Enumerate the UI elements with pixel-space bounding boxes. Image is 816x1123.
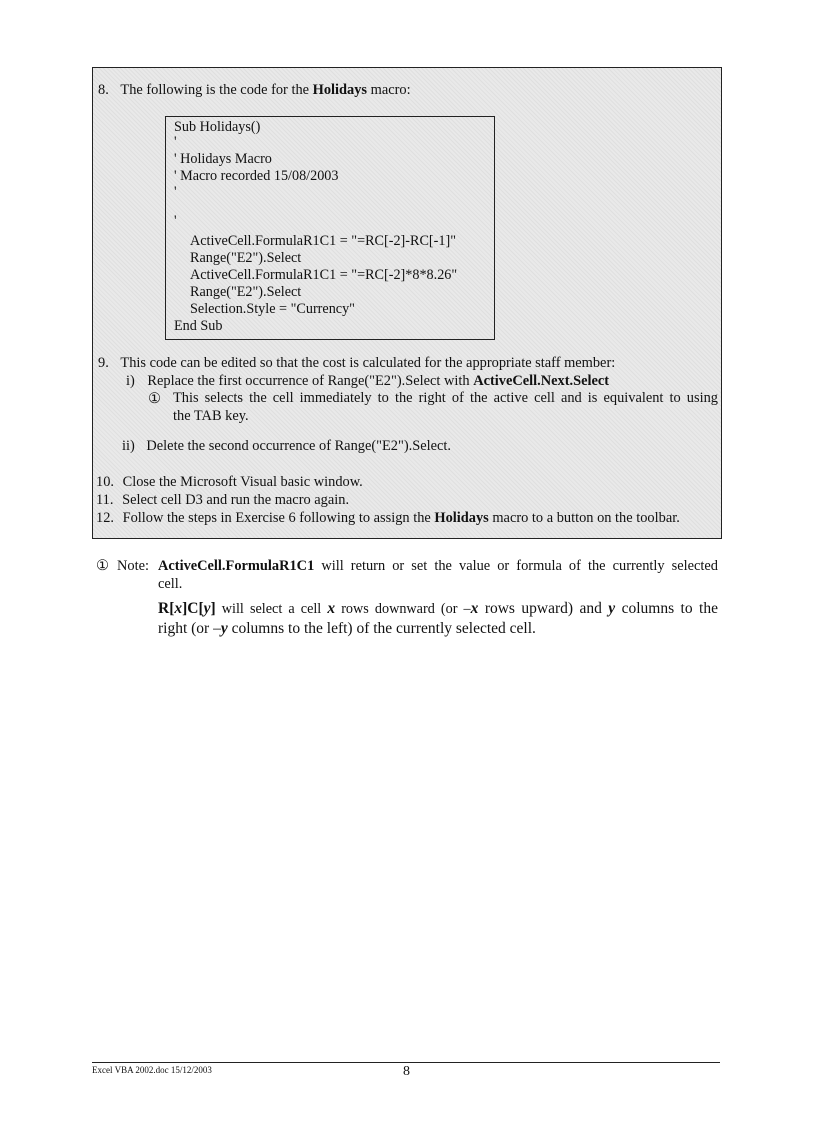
- step-9-i: [126, 372, 609, 390]
- code-line: ': [174, 184, 177, 200]
- step-12-text: Follow the steps in Exercise 6 following to assign the Holidays macro to a button on the toolbar.: [122, 510, 680, 526]
- step-9: [98, 354, 615, 372]
- step-9-ii: [122, 437, 451, 455]
- code-line: ': [174, 134, 177, 150]
- code-line: ' Macro recorded 15/08/2003: [174, 168, 339, 184]
- code-line: Sub Holidays(): [174, 119, 261, 135]
- step-12: [96, 509, 680, 527]
- step-8-number: 8.: [98, 82, 109, 98]
- info-note-line-1: This selects the cell immediately to the right of the active cell and is equivalent to using: [173, 390, 718, 406]
- note-icon: ①: [96, 558, 109, 574]
- note-label: Note:: [117, 558, 149, 574]
- code-line: Selection.Style = "Currency": [190, 301, 355, 317]
- step-10: [96, 473, 363, 491]
- info-icon: ①: [148, 391, 161, 407]
- code-line: ActiveCell.FormulaR1C1 = "=RC[-2]*8*8.26": [190, 267, 458, 283]
- code-line: ActiveCell.FormulaR1C1 = "=RC[-2]-RC[-1]": [190, 233, 456, 249]
- step-11: [96, 491, 349, 509]
- step-9-text: This code can be edited so that the cost is calculated for the appropriate staff member:: [120, 355, 616, 371]
- step-9-ii-number: ii): [122, 438, 135, 454]
- step-11-number: 11.: [96, 492, 114, 508]
- step-11-text: Select cell D3 and run the macro again.: [122, 492, 350, 508]
- step-9-ii-text: Delete the second occurrence of Range("E2").Select.: [146, 438, 452, 454]
- code-line: End Sub: [174, 318, 223, 334]
- code-line: ' Holidays Macro: [174, 151, 272, 167]
- note-para-2-line-2: right (or –y columns to the left) of the currently selected cell.: [158, 620, 536, 637]
- step-8-text: The following is the code for the Holidays macro:: [120, 82, 411, 98]
- step-9-number: 9.: [98, 355, 109, 371]
- code-line: Range("E2").Select: [190, 250, 302, 266]
- info-note-line-2: the TAB key.: [173, 408, 249, 424]
- step-10-number: 10.: [96, 474, 114, 490]
- note-para-2-line-1: R[x]C[y] will select a cell x rows downward (or –x rows upward) and y columns to the: [158, 600, 718, 617]
- code-line: ': [174, 213, 177, 229]
- note-text-line-1: ActiveCell.FormulaR1C1 will return or set the value or formula of the currently selected: [158, 558, 718, 574]
- step-10-text: Close the Microsoft Visual basic window.: [122, 474, 363, 490]
- page-number: 8: [403, 1064, 410, 1079]
- step-8: [98, 81, 411, 99]
- footer-doc-info: Excel VBA 2002.doc 15/12/2003: [92, 1065, 212, 1075]
- step-9-i-number: i): [126, 373, 135, 389]
- step-12-number: 12.: [96, 510, 114, 526]
- footer-rule: [92, 1062, 720, 1063]
- step-9-i-text: Replace the first occurrence of Range("E2").Select with ActiveCell.Next.Select: [147, 373, 610, 389]
- code-line: Range("E2").Select: [190, 284, 302, 300]
- note-text-line-1-cont: cell.: [158, 576, 183, 592]
